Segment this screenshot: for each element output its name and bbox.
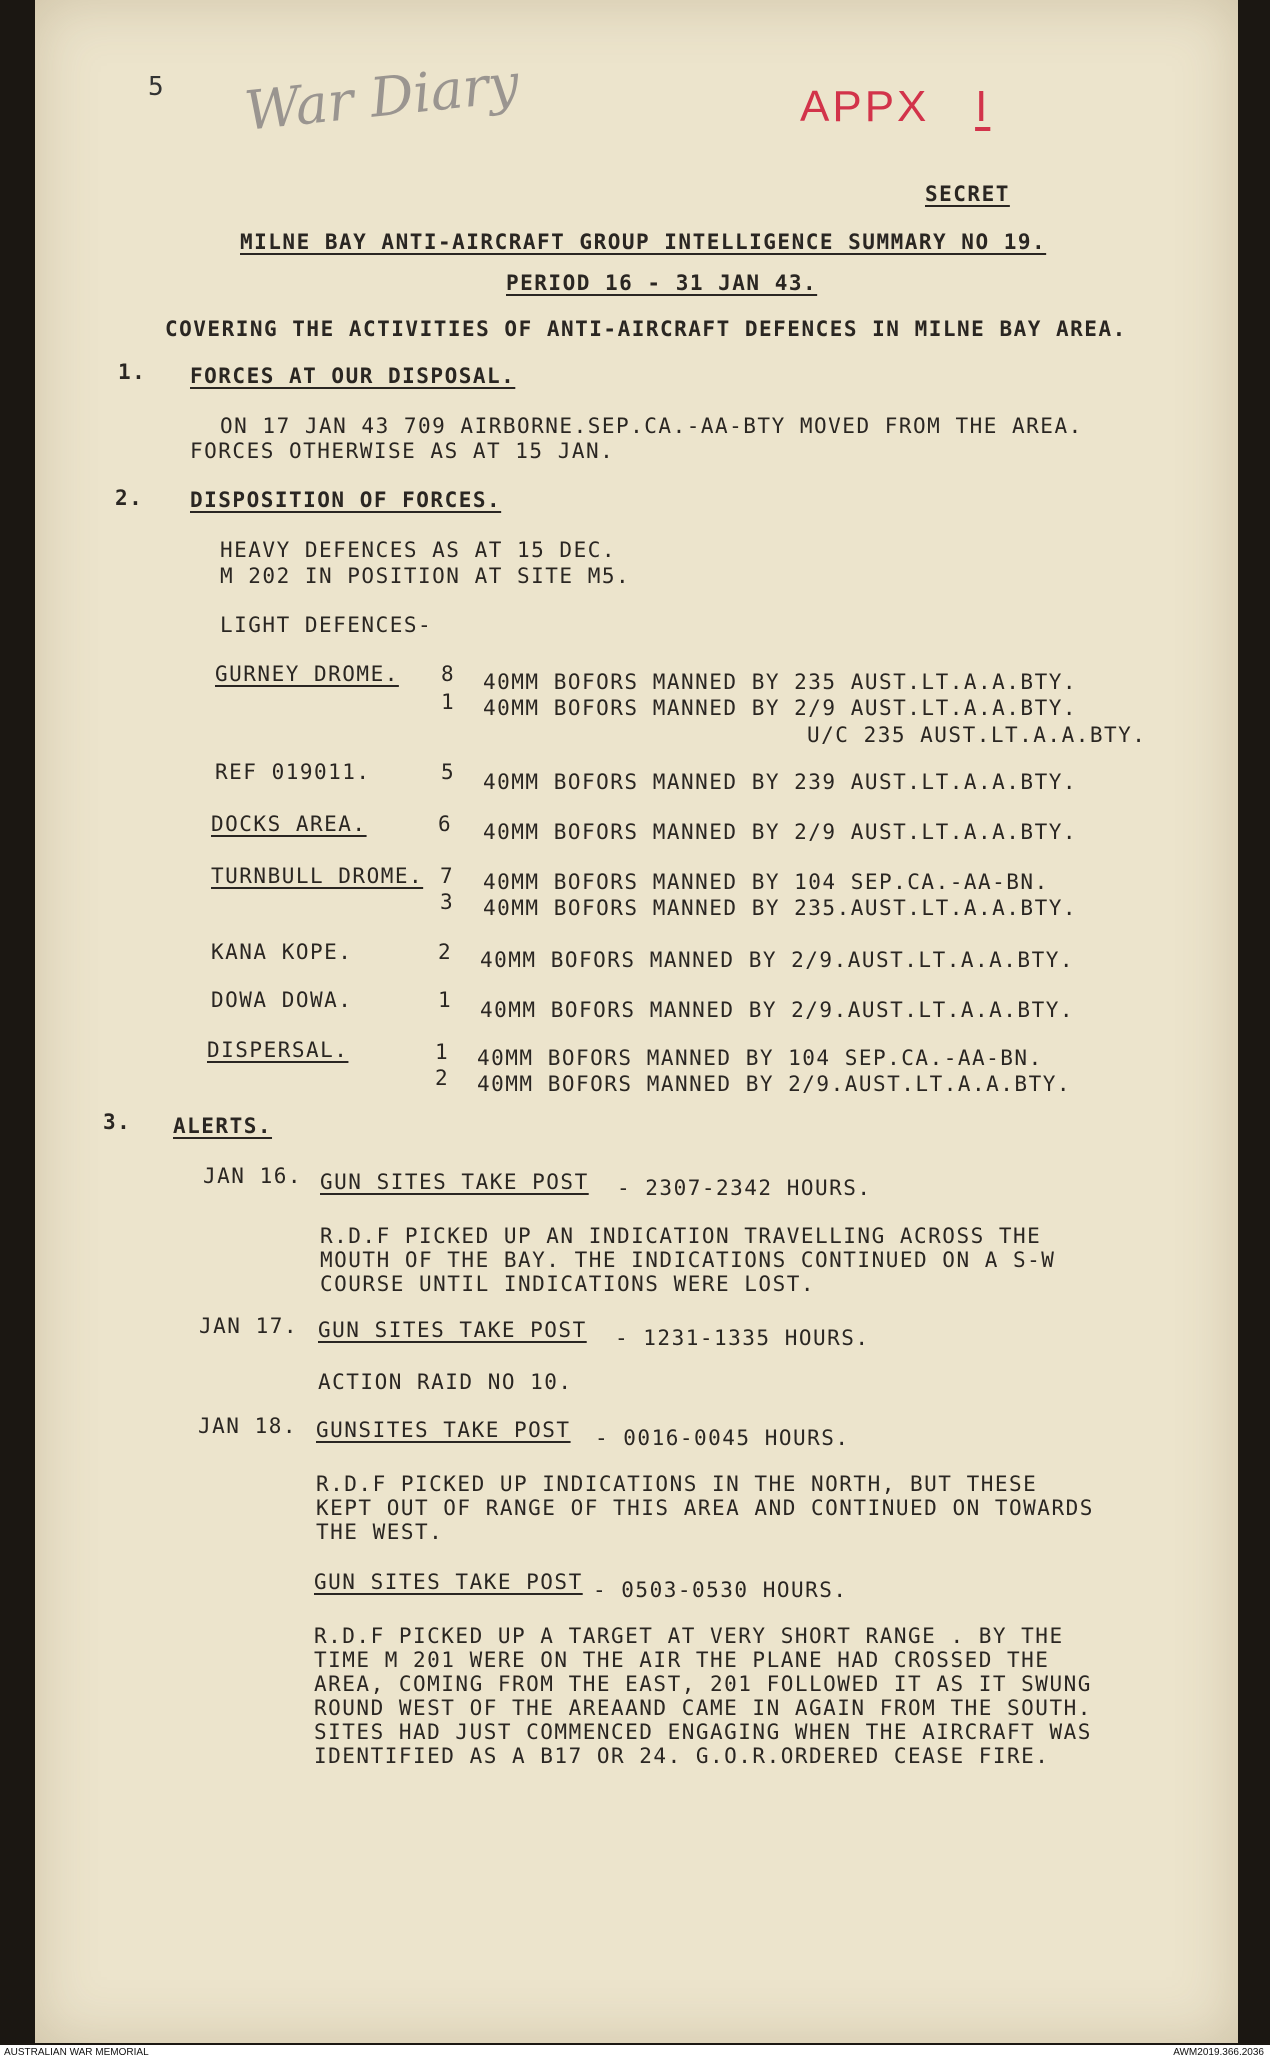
section-2-number: 2. bbox=[115, 486, 144, 510]
defence-count: 1 bbox=[435, 1040, 450, 1064]
alert-line: ROUND WEST OF THE AREAAND CAME IN AGAIN FROM THE SOUTH. bbox=[314, 1696, 1092, 1720]
defence-detail: 40MM BOFORS MANNED BY 104 SEP.CA.-AA-BN. bbox=[483, 870, 1049, 894]
alert-line: AREA, COMING FROM THE EAST, 201 FOLLOWED IT AS IT SWUNG bbox=[314, 1672, 1092, 1696]
alert-date: JAN 17. bbox=[199, 1314, 299, 1338]
alert-line: ACTION RAID NO 10. bbox=[318, 1370, 573, 1394]
defence-detail: 40MM BOFORS MANNED BY 2/9.AUST.LT.A.A.BTY. bbox=[477, 1072, 1072, 1096]
section-2-line: M 202 IN POSITION AT SITE M5. bbox=[220, 564, 631, 588]
defence-detail: 40MM BOFORS MANNED BY 239 AUST.LT.A.A.BTY. bbox=[483, 770, 1078, 794]
alert-line: MOUTH OF THE BAY. THE INDICATIONS CONTINUED ON A S-W bbox=[320, 1248, 1056, 1272]
defence-count: 1 bbox=[438, 988, 453, 1012]
alert-time: - 1231-1335 HOURS. bbox=[615, 1326, 870, 1350]
defence-detail: 40MM BOFORS MANNED BY 235.AUST.LT.A.A.BTY. bbox=[483, 896, 1078, 920]
alert-time: - 0503-0530 HOURS. bbox=[593, 1578, 848, 1602]
covering-line: COVERING THE ACTIVITIES OF ANTI-AIRCRAFT DEFENCES IN MILNE BAY AREA. bbox=[165, 317, 1127, 341]
defence-detail: 40MM BOFORS MANNED BY 104 SEP.CA.-AA-BN. bbox=[477, 1046, 1043, 1070]
alert-line: TIME M 201 WERE ON THE AIR THE PLANE HAD CROSSED THE bbox=[314, 1648, 1050, 1672]
handwritten-annotation: War Diary bbox=[241, 51, 522, 143]
section-1-number: 1. bbox=[118, 360, 147, 384]
defence-count: 5 bbox=[441, 760, 456, 784]
alert-event: GUNSITES TAKE POST bbox=[316, 1418, 571, 1442]
alert-event: GUN SITES TAKE POST bbox=[320, 1170, 589, 1194]
section-1-heading: FORCES AT OUR DISPOSAL. bbox=[190, 364, 516, 388]
section-1-line: FORCES OTHERWISE AS AT 15 JAN. bbox=[190, 439, 615, 463]
defence-count: 8 bbox=[441, 662, 456, 686]
footer-left-label: AUSTRALIAN WAR MEMORIAL bbox=[4, 2047, 149, 2058]
alert-date: JAN 16. bbox=[203, 1164, 303, 1188]
alert-event: GUN SITES TAKE POST bbox=[318, 1318, 587, 1342]
defence-detail: 40MM BOFORS MANNED BY 2/9.AUST.LT.A.A.BTY. bbox=[480, 998, 1075, 1022]
alert-time: - 0016-0045 HOURS. bbox=[595, 1426, 850, 1450]
defence-location: REF 019011. bbox=[215, 760, 371, 784]
archive-footer bbox=[0, 2045, 1270, 2061]
defence-count: 1 bbox=[441, 690, 456, 714]
alert-line: COURSE UNTIL INDICATIONS WERE LOST. bbox=[320, 1272, 816, 1296]
section-3-heading: ALERTS. bbox=[173, 1114, 273, 1138]
alert-line: SITES HAD JUST COMMENCED ENGAGING WHEN THE AIRCRAFT WAS bbox=[314, 1720, 1092, 1744]
defence-location: TURNBULL DROME. bbox=[211, 864, 424, 888]
defence-detail: 40MM BOFORS MANNED BY 235 AUST.LT.A.A.BTY. bbox=[483, 670, 1078, 694]
defence-count: 7 bbox=[440, 864, 455, 888]
defence-location: DOWA DOWA. bbox=[211, 988, 353, 1012]
defence-detail: 40MM BOFORS MANNED BY 2/9.AUST.LT.A.A.BTY. bbox=[480, 948, 1075, 972]
section-3-number: 3. bbox=[103, 1110, 132, 1134]
alert-line: R.D.F PICKED UP INDICATIONS IN THE NORTH, BUT THESE bbox=[316, 1472, 1038, 1496]
defence-detail: 40MM BOFORS MANNED BY 2/9 AUST.LT.A.A.BTY. bbox=[483, 696, 1078, 720]
defence-detail: 40MM BOFORS MANNED BY 2/9 AUST.LT.A.A.BTY. bbox=[483, 820, 1078, 844]
defence-count: 2 bbox=[435, 1066, 450, 1090]
defence-count: 2 bbox=[438, 940, 453, 964]
defence-location: GURNEY DROME. bbox=[215, 662, 399, 686]
defence-location: DOCKS AREA. bbox=[211, 812, 367, 836]
appendix-label: APPX I bbox=[800, 82, 991, 131]
defence-detail: U/C 235 AUST.LT.A.A.BTY. bbox=[807, 723, 1147, 747]
alert-line: IDENTIFIED AS A B17 OR 24. G.O.R.ORDERED CEASE FIRE. bbox=[314, 1744, 1050, 1768]
defence-count: 3 bbox=[440, 890, 455, 914]
defence-count: 6 bbox=[438, 812, 453, 836]
alert-line: R.D.F PICKED UP A TARGET AT VERY SHORT RANGE . BY THE bbox=[314, 1624, 1064, 1648]
document-title: MILNE BAY ANTI-AIRCRAFT GROUP INTELLIGENCE SUMMARY NO 19. bbox=[240, 230, 1047, 254]
alert-line: THE WEST. bbox=[316, 1520, 444, 1544]
section-2-heading: DISPOSITION OF FORCES. bbox=[190, 488, 502, 512]
page-mark: 5 bbox=[148, 72, 164, 102]
alert-line: R.D.F PICKED UP AN INDICATION TRAVELLING ACROSS THE bbox=[320, 1224, 1042, 1248]
section-2-line: LIGHT DEFENCES- bbox=[220, 613, 433, 637]
footer-right-label: AWM2019.366.2036 bbox=[1173, 2047, 1264, 2058]
alert-date: JAN 18. bbox=[198, 1414, 298, 1438]
defence-location: DISPERSAL. bbox=[207, 1038, 349, 1062]
period-line: PERIOD 16 - 31 JAN 43. bbox=[506, 271, 818, 295]
document-page bbox=[35, 0, 1238, 2043]
alert-event: GUN SITES TAKE POST bbox=[314, 1570, 583, 1594]
alert-time: - 2307-2342 HOURS. bbox=[617, 1176, 872, 1200]
section-2-line: HEAVY DEFENCES AS AT 15 DEC. bbox=[220, 538, 617, 562]
section-1-line: ON 17 JAN 43 709 AIRBORNE.SEP.CA.-AA-BTY MOVED FROM THE AREA. bbox=[220, 414, 1083, 438]
defence-location: KANA KOPE. bbox=[211, 940, 353, 964]
classification-marking: SECRET bbox=[925, 182, 1010, 206]
alert-line: KEPT OUT OF RANGE OF THIS AREA AND CONTINUED ON TOWARDS bbox=[316, 1496, 1094, 1520]
